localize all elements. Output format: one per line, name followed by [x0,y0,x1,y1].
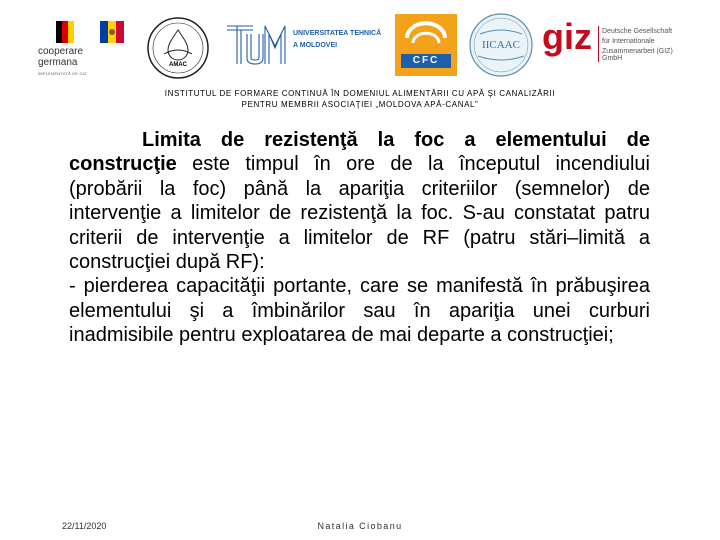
giz-logo [542,16,692,72]
amac-label: AMAC [169,62,187,68]
cooperare-line3: IMPLEMENTATĂ DE GIZ [38,71,87,76]
footer-author: Natalia Ciobanu [317,521,403,531]
utm-logo [225,20,390,70]
header-line1: INSTITUTUL DE FORMARE CONTINUĂ ÎN DOMENIUL ALIMENTĂRII CU APĂ ŞI CANALIZĂRII [164,89,556,98]
definition-paragraph [69,128,650,274]
giz-mark: giz [542,16,592,57]
utm-monogram-icon [225,20,291,70]
utm-line2: A MOLDOVEI [293,42,338,49]
criterion-item: - pierderea capacităţii portante, care se manifestă în prăbuşirea elementului şi a îmbinărilor sau în apariţia unei curburi inadmisibile pentru exploatarea de mai departe a construcţiei; [69,275,650,347]
header-line2: PENTRU MEMBRII ASOCIAŢIEI „MOLDOVA APĂ-CANAL” [241,100,479,109]
giz-line1: Deutsche Gesellschaft [602,28,673,35]
logo-strip [0,0,720,92]
amac-emblem-icon [146,16,210,80]
cooperare-line1: cooperare [38,46,84,57]
cooperare-line2: germana [38,57,78,68]
iicaac-label: IICAAC [482,39,520,51]
amac-logo [146,16,210,80]
cooperare-germana-logo [36,20,128,82]
utm-line1: UNIVERSITATEA TEHNICĂ [293,30,382,37]
slide-body [69,128,650,348]
iicaac-logo [468,12,534,78]
paragraph-text: este timpul în ore de la începutul incendiului (probării la foc) până la apariţia criteriilor (semnelor) de intervenţie a limitelor de rezistenţă la foc. S-au constatat patru criterii de intervenţie a limitelor de RF (patru stări–limită a construcţiei după RF): [69,153,650,274]
giz-line2: für Internationale [602,38,655,45]
institute-header [0,88,720,110]
giz-divider [598,26,599,62]
bold-lead: Limita de rezistenţă la foc a elementului de construcţie [69,129,650,176]
cfc-logo [395,14,457,76]
footer-date: 22/11/2020 [62,521,107,531]
giz-line3: Zusammenarbeit (GIZ) GmbH [602,48,673,62]
cfc-label: CFC [412,55,440,66]
